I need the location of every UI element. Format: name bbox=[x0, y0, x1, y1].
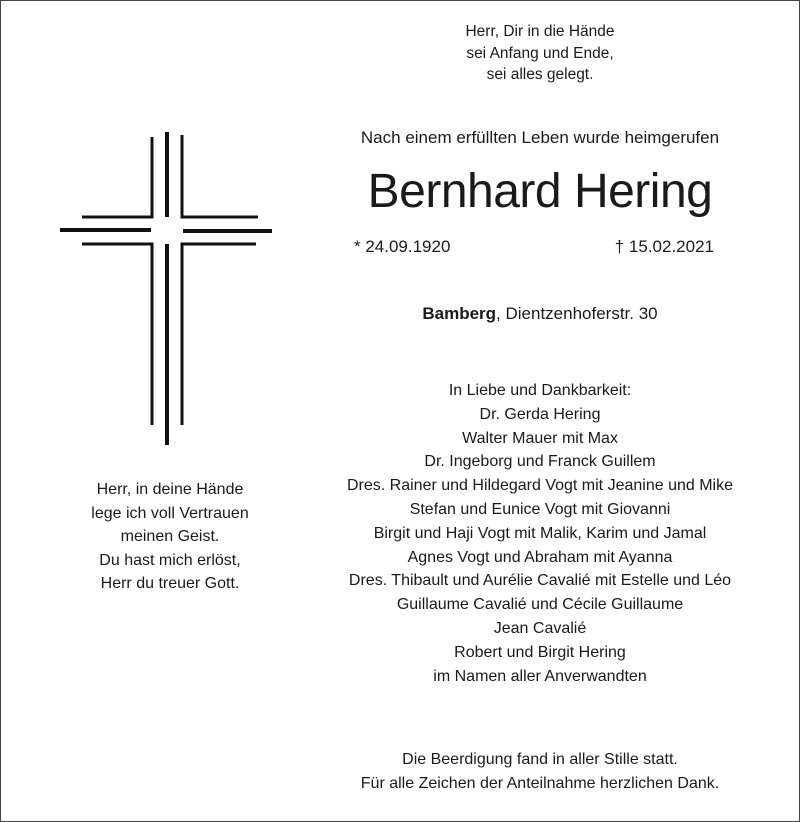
motto-left-line: Herr, in deine Hände bbox=[96, 481, 244, 498]
cross-upper-left-bracket bbox=[82, 137, 152, 217]
mourner-entry: Agnes Vogt und Abraham mit Ayanna bbox=[407, 548, 673, 566]
deceased-name: Bernhard Hering bbox=[367, 165, 713, 218]
death-date: † 15.02.2021 bbox=[614, 237, 714, 256]
mourner-entry: Walter Mauer mit Max bbox=[462, 429, 618, 447]
closing-line: Für alle Zeichen der Anteilnahme herzlichen Dank. bbox=[360, 775, 720, 792]
address-city: Bamberg bbox=[422, 304, 497, 323]
mourner-entry: Dr. Ingeborg und Franck Guillem bbox=[424, 453, 656, 471]
mourners-closing: im Namen aller Anverwandten bbox=[433, 667, 647, 685]
intro-text: Nach einem erfüllten Leben wurde heimgerufen bbox=[360, 128, 720, 147]
mourner-entry: Stefan und Eunice Vogt mit Giovanni bbox=[409, 500, 671, 518]
motto-left-line: meinen Geist. bbox=[120, 528, 220, 546]
mourner-entry: Guillaume Cavalié und Cécile Guillaume bbox=[396, 596, 684, 614]
cross-upper-right-bracket bbox=[182, 135, 258, 217]
closing-line: Die Beerdigung fand in aller Stille statt. bbox=[402, 751, 678, 768]
address bbox=[330, 303, 750, 325]
motto-left-line: lege ich voll Vertrauen bbox=[91, 504, 249, 522]
cross-lower-left-bracket bbox=[82, 244, 152, 425]
motto-top bbox=[400, 21, 680, 86]
cross-lower-right-bracket bbox=[182, 244, 256, 425]
mourner-entry: Robert und Birgit Hering bbox=[454, 643, 626, 661]
mourner-entry: Dres. Rainer und Hildegard Vogt mit Jeanine und Mike bbox=[347, 477, 733, 495]
mourners-heading: In Liebe und Dankbarkeit: bbox=[448, 382, 632, 399]
motto-top-line: sei Anfang und Ende, bbox=[466, 44, 614, 62]
mourner-entry: Dr. Gerda Hering bbox=[479, 405, 601, 423]
closing-text bbox=[320, 748, 760, 796]
mourner-entry: Dres. Thibault und Aurélie Cavalié mit Estelle und Léo bbox=[348, 572, 732, 590]
motto-top-line: sei alles gelegt. bbox=[486, 66, 594, 83]
motto-left-line: Herr du treuer Gott. bbox=[100, 575, 240, 593]
motto-left-line: Du hast mich erlöst, bbox=[99, 551, 241, 569]
mourners-list bbox=[300, 379, 780, 688]
motto-top-line: Herr, Dir in die Hände bbox=[465, 23, 615, 40]
mourner-entry: Birgit und Haji Vogt mit Malik, Karim und Jamal bbox=[373, 524, 707, 542]
motto-left bbox=[60, 478, 280, 596]
mourner-entry: Jean Cavalié bbox=[493, 619, 587, 637]
birth-date: * 24.09.1920 bbox=[354, 237, 451, 256]
address-street: , Dientzenhoferstr. 30 bbox=[496, 304, 658, 323]
